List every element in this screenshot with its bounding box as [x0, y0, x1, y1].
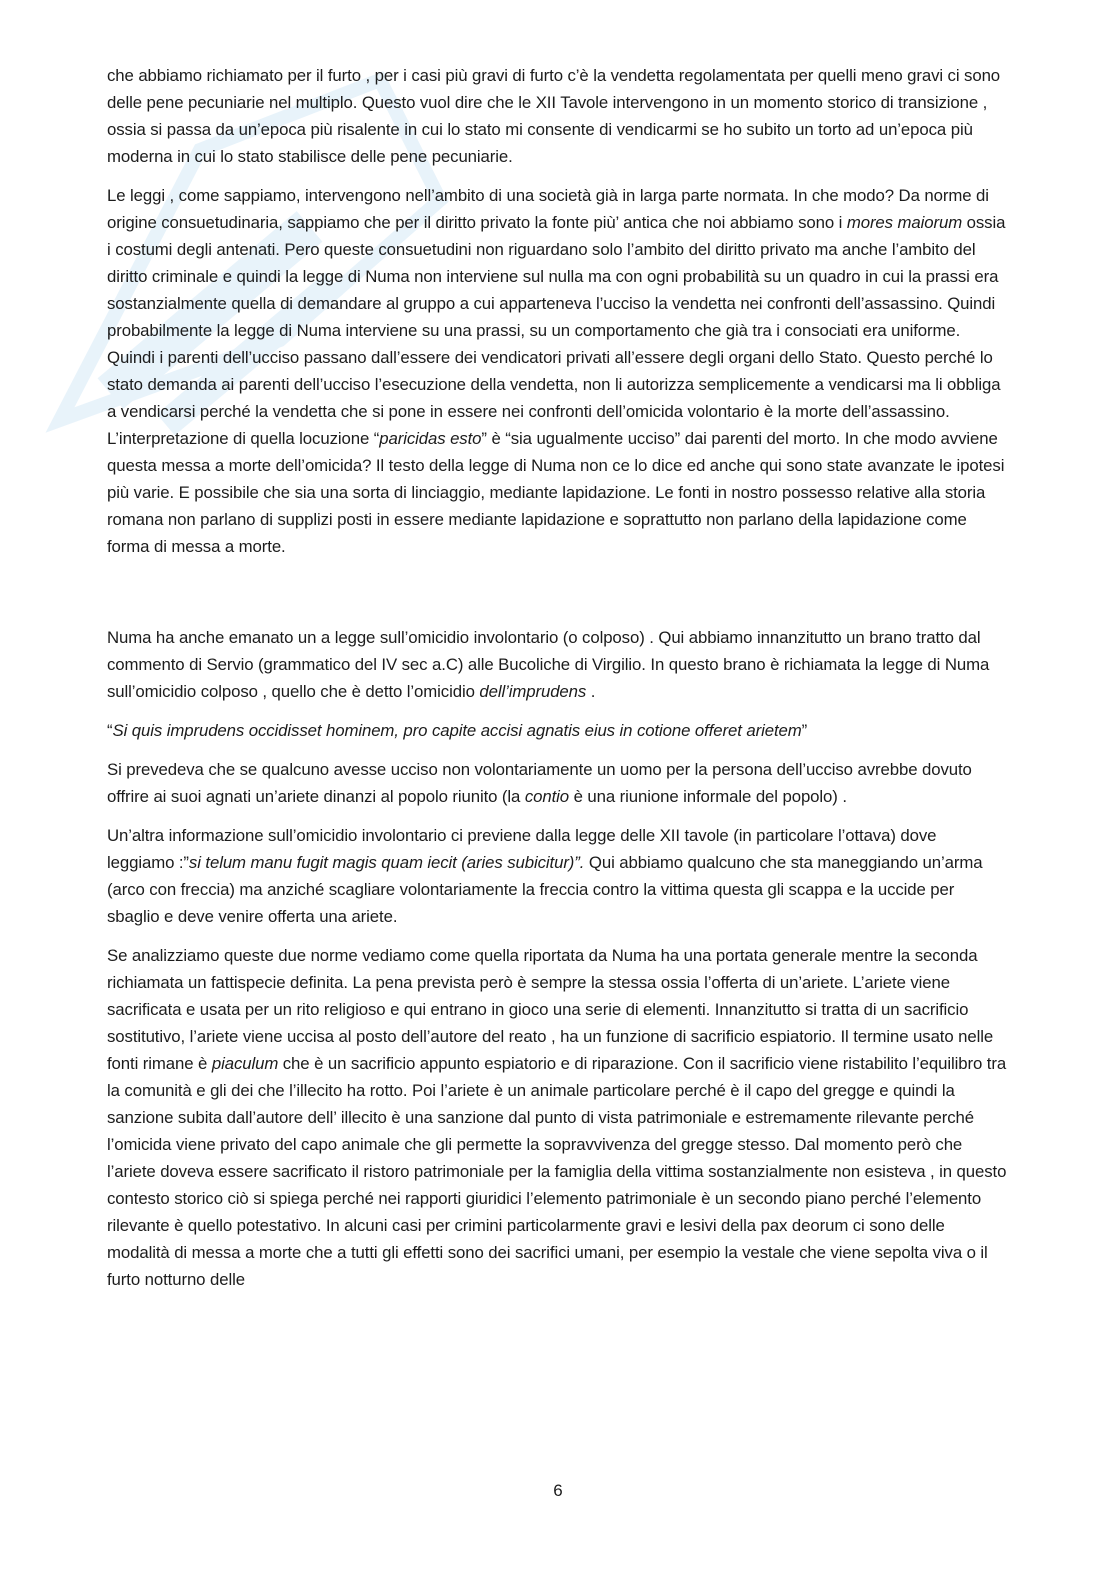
paragraph [107, 624, 1007, 705]
paragraph [107, 822, 1007, 930]
text-run: Qui abbiamo qualcuno che sta maneggiando un’arma (arco con freccia) ma anziché scagliare volontariamente la freccia contro la vittima questa gli scappa e la uccide per sbaglio e deve venire offerta una ariete. [107, 853, 983, 926]
paragraph [107, 942, 1007, 1293]
paragraph [107, 62, 1007, 170]
text-run: ” è “sia ugualmente ucciso” dai parenti del morto. In che modo avviene questa messa a morte dell’omicida? Il testo della legge di Numa non ce lo dice ed anche qui sono state avanzate le ipotesi più varie. E possibile che sia una sorta di linciaggio, mediante lapidazione. Le fonti in nostro possesso relative alla storia romana non parlano di supplizi posti in essere mediante lapidazione e soprattutto non parlano della lapidazione come forma di messa a morte. [107, 429, 1005, 556]
document-body [107, 62, 1007, 1305]
text-run: è una riunione informale del popolo) . [569, 787, 847, 806]
text-run: ossia i costumi degli antenati. Pero queste consuetudini non riguardano solo l’ambito del diritto privato ma anche l’ambito del diritto criminale e quindi la legge di Numa non interviene sul nulla ma con ogni probabilità su un quadro in cui la prassi era sostanzialmente quella di demandare al gruppo a cui apparteneva l’ucciso la vendetta nei confronti dell’assassino. Quindi probabilmente la legge di Numa interviene su una prassi, su un comportamento che già tra i consociati era uniforme. Quindi i parenti dell’ucciso passano dall’essere dei vendicatori privati all’essere degli organi dello Stato. Questo perché lo stato demanda ai parenti dell’ucciso l’esecuzione della vendetta, non li autorizza semplicemente a vendicarsi ma li obbliga a vendicarsi perché la vendetta che si pone in essere nei confronti dell’omicida volontario è la morte dell’assassino. L’interpretazione di quella locuzione “ [107, 213, 1006, 448]
paragraph [107, 756, 1007, 810]
italic-text: piaculum [211, 1054, 279, 1073]
italic-text: mores maiorum [846, 213, 963, 232]
text-run: ” [801, 721, 808, 740]
italic-text: Si quis imprudens occidisset hominem, pro capite accisi agnatis eius in cotione offeret arietem [112, 721, 802, 740]
text-run: Se analizziamo queste due norme vediamo come quella riportata da Numa ha una portata generale mentre la seconda richiamata un fattispecie definita. La pena prevista però è sempre la stessa ossia l’offerta di un’ariete. L’ariete viene sacrificata e usata per un rito religioso e qui entrano in gioco una serie di elementi. Innanzitutto si tratta di un sacrificio sostitutivo, l’ariete viene uccisa al posto dell’autore del reato , ha un funzione di sacrificio espiatorio. Il termine usato nelle fonti rimane è [107, 946, 994, 1073]
italic-text: si telum manu fugit magis quam iecit (aries subicitur)”. [188, 853, 585, 872]
paragraph [107, 182, 1007, 560]
page-number: 6 [553, 1481, 563, 1500]
text-run: Numa ha anche emanato un a legge sull’omicidio involontario (o colposo) . Qui abbiamo innanzitutto un brano tratto dal commento di Servio (grammatico del IV sec a.C) alle Bucoliche di Virgilio. In questo brano è richiamata la legge di Numa sull’omicidio colposo , quello che è detto l’omicidio [107, 628, 990, 701]
italic-text: paricidas esto [379, 429, 482, 448]
italic-text: contio [524, 787, 570, 806]
text-run: Un’altra informazione sull’omicidio involontario ci previene dalla legge delle XII tavole (in particolare l’ottava) dove leggiamo :” [107, 826, 937, 872]
italic-text: dell’imprudens [479, 682, 587, 701]
text-run: che è un sacrificio appunto espiatorio e di riparazione. Con il sacrificio viene ristabilito l’equilibro tra la comunità e gli dei che l’illecito ha rotto. Poi l’ariete è un animale particolare perché è il capo del gregge e quindi la sanzione subita dall’autore dell’ illecito è una sanzione dal punto di vista patrimoniale e estremamente rilevante perché l’omicida viene privato del capo animale che gli permette la sopravvivenza del gregge stesso. Dal momento però che l’ariete doveva essere sacrificato il ristoro patrimoniale per la famiglia della vittima sostanzialmente non esisteva , in questo contesto storico ciò si spiega perché nei rapporti giuridici l’elemento patrimoniale è un secondo piano perché l’elemento rilevante è quello potestativo. In alcuni casi per crimini particolarmente gravi e lesivi della pax deorum ci sono delle modalità di messa a morte che a tutti gli effetti sono dei sacrifici umani, per esempio la vestale che viene sepolta viva o il furto notturno delle [107, 1054, 1007, 1289]
paragraph [107, 717, 1007, 744]
section-gap [107, 572, 1007, 624]
text-run: “ [107, 721, 113, 740]
text-run: che abbiamo richiamato per il furto , per i casi più gravi di furto c’è la vendetta regolamentata per quelli meno gravi ci sono delle pene pecuniarie nel multiplo. Questo vuol dire che le XII Tavole intervengono in un momento storico di transizione , ossia si passa da un’epoca più risalente in cui lo stato mi consente di vendicarmi se ho subito un torto ad un’epoca più moderna in cui lo stato stabilisce delle pene pecuniarie. [107, 66, 1001, 166]
text-run: . [586, 682, 596, 701]
text-run: Si prevedeva che se qualcuno avesse ucciso non volontariamente un uomo per la persona dell’ucciso avrebbe dovuto offrire ai suoi agnati un’ariete dinanzi al popolo riunito (la [107, 760, 972, 806]
text-run: Le leggi , come sappiamo, intervengono nell’ambito di una società già in larga parte normata. In che modo? Da norme di origine consuetudinaria, sappiamo che per il diritto privato la fonte più’ antica che noi abbiamo sono i [107, 186, 989, 232]
